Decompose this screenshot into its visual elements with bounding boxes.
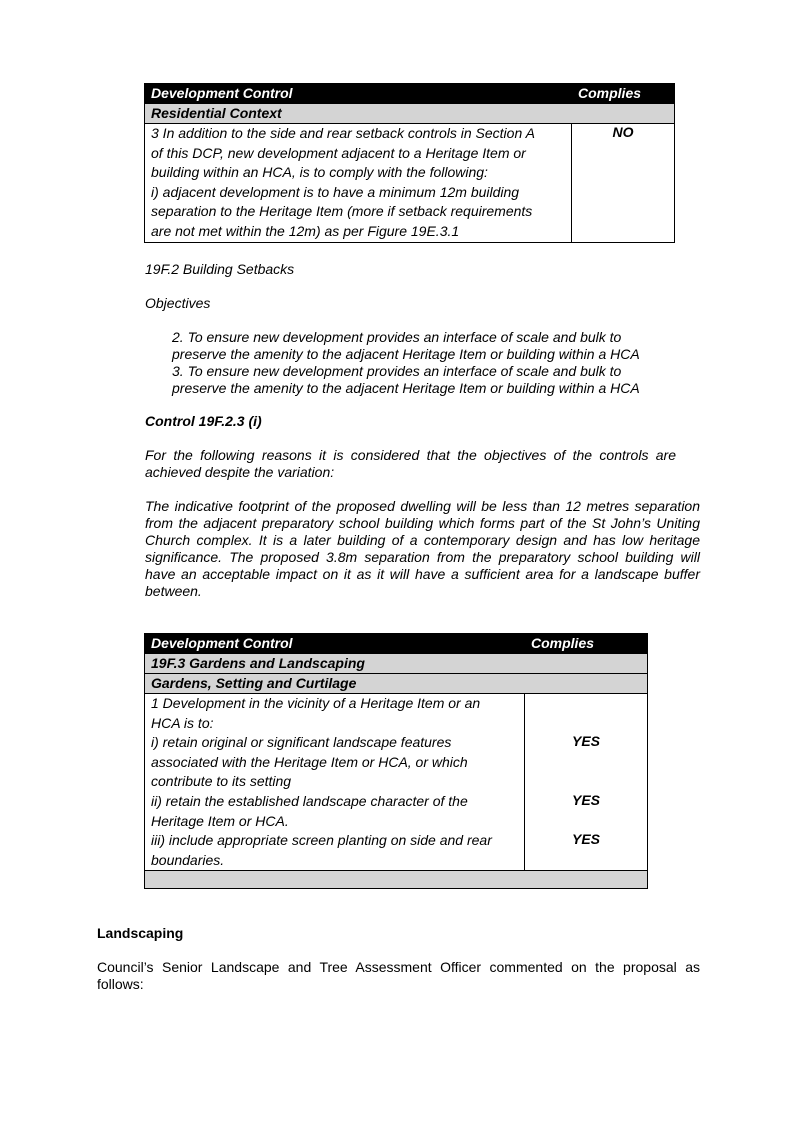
table1-line: building within an HCA, is to comply with the following:: [151, 164, 488, 181]
table1-control-text: [145, 124, 572, 243]
table2-line: boundaries.: [151, 851, 225, 868]
table2-line: ii) retain the established landscape character of the: [151, 792, 468, 809]
objective-line: preserve the amenity to the adjacent Heritage Item or building within a HCA: [172, 346, 640, 362]
table2-result-2: YES: [571, 792, 600, 808]
table2-section-gardens-setting: Gardens, Setting and Curtilage: [145, 674, 648, 694]
table1-line: i) adjacent development is to have a minimum 12m building: [151, 183, 520, 200]
table1-line: 3 In addition to the side and rear setback controls in Section A: [151, 125, 535, 141]
table2-line: iii) include appropriate screen planting on side and rear: [151, 832, 492, 849]
table2-header-complies: Complies: [525, 634, 648, 654]
table2-control-text: [145, 694, 525, 871]
landscaping-body: Council’s Senior Landscape and Tree Assessment Officer commented on the proposal as follows:: [97, 959, 700, 992]
objectives-label: Objectives: [145, 295, 211, 311]
table2-line: HCA is to:: [151, 714, 214, 731]
objective-line: 3. To ensure new development provides an interface of scale and bulk to: [172, 363, 622, 379]
table2-line: Heritage Item or HCA.: [151, 812, 289, 829]
table2-line: contribute to its setting: [151, 773, 292, 790]
reasons-intro: For the following reasons it is considered that the objectives of the controls are achieved despite the variation:: [145, 447, 676, 480]
reasons-body: The indicative footprint of the proposed dwelling will be less than 12 metres separation from the adjacent preparatory school building which forms part of the St John’s Uniting Church complex. It is a later building of a contemporary design and has low heritage significance. The proposed 3.8m separation from the preparatory school building will have an acceptable impact on it as it will have a sufficient area for a landscape buffer between.: [145, 498, 700, 599]
landscaping-heading: Landscaping: [97, 925, 184, 941]
development-control-table-1: [144, 83, 675, 243]
table2-header-control: Development Control: [145, 634, 525, 654]
table2-result-1: YES: [571, 733, 600, 749]
table1-result: NO: [572, 124, 675, 243]
table2-section-gardens-landscaping: 19F.3 Gardens and Landscaping: [145, 654, 648, 674]
table2-result-3: YES: [571, 831, 600, 847]
table1-line: of this DCP, new development adjacent to a Heritage Item or: [151, 144, 526, 161]
table2-footer-row: [145, 871, 648, 889]
table1-line: are not met within the 12m) as per Figure 19E.3.1: [151, 222, 460, 239]
table1-header-control: Development Control: [145, 84, 572, 104]
control-heading: Control 19F.2.3 (i): [145, 413, 262, 429]
objective-line: preserve the amenity to the adjacent Heritage Item or building within a HCA: [172, 380, 640, 396]
table2-line: associated with the Heritage Item or HCA, or which: [151, 753, 468, 770]
objectives-list: [172, 329, 640, 397]
table1-header-complies: Complies: [572, 84, 675, 104]
table1-section-residential-context: Residential Context: [145, 104, 675, 124]
table2-line: 1 Development in the vicinity of a Heritage Item or an: [151, 695, 481, 711]
table2-results: [525, 694, 648, 871]
objective-line: 2. To ensure new development provides an interface of scale and bulk to: [172, 329, 622, 345]
development-control-table-2: [144, 633, 648, 889]
table2-line: i) retain original or significant landscape features: [151, 734, 452, 751]
heading-building-setbacks: 19F.2 Building Setbacks: [145, 261, 295, 277]
table1-line: separation to the Heritage Item (more if setback requirements: [151, 203, 533, 220]
